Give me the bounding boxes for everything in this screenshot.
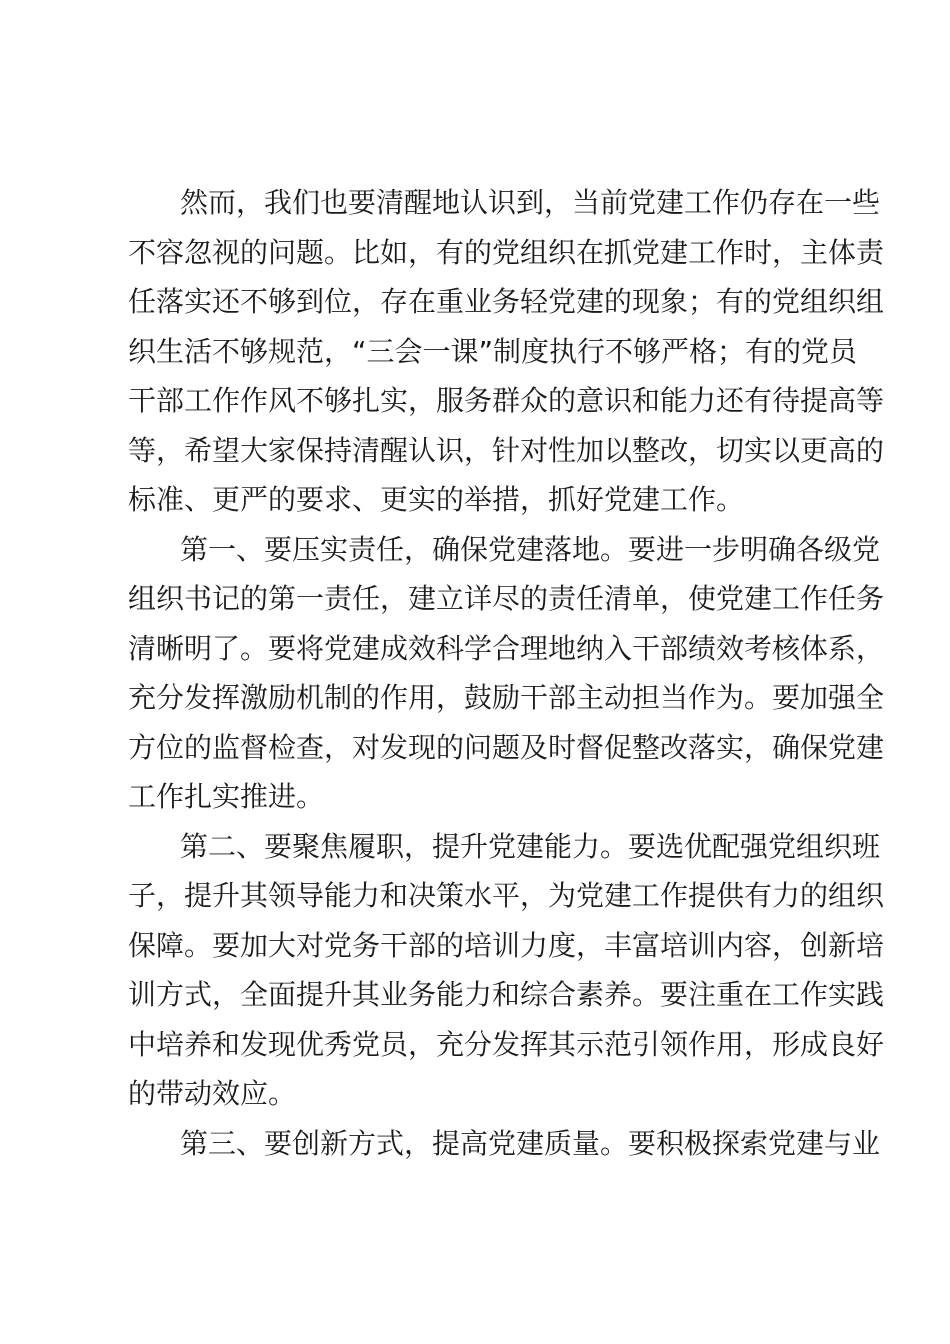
text-line: 第一、要压实责任，确保党建落地。要进一步明确各级党 bbox=[180, 532, 881, 566]
text-line: 的带动效应。 bbox=[128, 1077, 297, 1110]
text-line: 充分发挥激励机制的作用，鼓励干部主动担当作为。要加强全 bbox=[128, 681, 885, 714]
text-line: 工作扎实推进。 bbox=[128, 780, 325, 813]
text-line: 织生活不够规范，“三会一课”制度执行不够严格；有的党员 bbox=[128, 334, 858, 368]
text-line: 清晰明了。要将党建成效科学合理地纳入干部绩效考核体系， bbox=[128, 631, 885, 665]
text-line: 子，提升其领导能力和决策水平，为党建工作提供有力的组织 bbox=[128, 879, 885, 912]
paragraph-3 bbox=[128, 822, 885, 1119]
text-line: 第三、要创新方式，提高党建质量。要积极探索党建与业 bbox=[180, 1126, 881, 1160]
text-line: 中培养和发现优秀党员，充分发挥其示范引领作用，形成良好 bbox=[128, 1027, 885, 1061]
paragraph-4 bbox=[128, 1119, 881, 1169]
text-line: 组织书记的第一责任，建立详尽的责任清单，使党建工作任务 bbox=[128, 582, 885, 615]
text-line: 训方式，全面提升其业务能力和综合素养。要注重在工作实践 bbox=[128, 978, 885, 1011]
text-line: 然而，我们也要清醒地认识到，当前党建工作仍存在一些 bbox=[180, 186, 881, 219]
text-line: 保障。要加大对党务干部的培训力度，丰富培训内容，创新培 bbox=[128, 928, 885, 962]
text-line: 干部工作作风不够扎实，服务群众的意识和能力还有待提高等 bbox=[128, 384, 885, 417]
text-line: 任落实还不够到位，存在重业务轻党建的现象；有的党组织组 bbox=[128, 285, 885, 318]
text-line: 等，希望大家保持清醒认识，针对性加以整改，切实以更高的 bbox=[128, 433, 885, 467]
text-line: 不容忽视的问题。比如，有的党组织在抓党建工作时，主体责 bbox=[128, 235, 885, 269]
paragraph-1 bbox=[128, 178, 885, 525]
document-body bbox=[128, 178, 885, 1168]
text-line: 第二、要聚焦履职，提升党建能力。要选优配强党组织班 bbox=[180, 829, 881, 863]
text-line: 方位的监督检查，对发现的问题及时督促整改落实，确保党建 bbox=[128, 730, 885, 764]
paragraph-2 bbox=[128, 525, 885, 822]
text-line: 标准、更严的要求、更实的举措，抓好党建工作。 bbox=[128, 483, 745, 516]
